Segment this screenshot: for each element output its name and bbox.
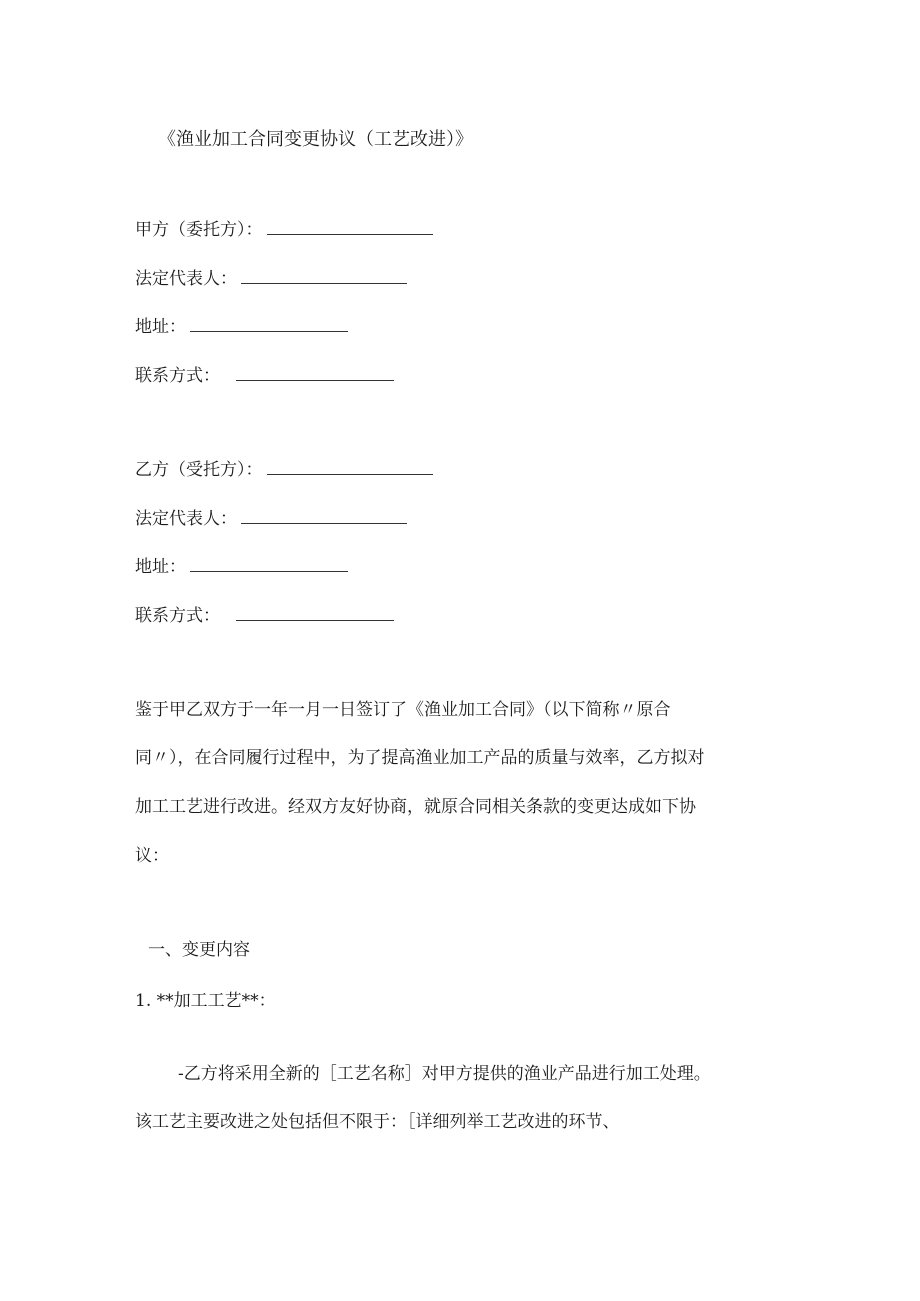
- party-b-rep-blank: [241, 509, 407, 524]
- party-b-contact-row: [135, 604, 394, 628]
- party-b-rep-row: [135, 507, 407, 531]
- party-a-contact-row: [135, 364, 394, 388]
- party-b-address-row: [135, 555, 348, 579]
- preamble-line-4: 议：: [135, 846, 169, 866]
- party-b-address-label: 地址：: [135, 557, 186, 577]
- party-b-name-blank: [267, 460, 433, 475]
- item-1-body-line-1: -乙方将采用全新的［工艺名称］对甲方提供的渔业产品进行加工处理。: [178, 1064, 711, 1084]
- party-a-name-label: 甲方（委托方）：: [135, 220, 263, 240]
- preamble-line-3: 加工工艺进行改进。经双方友好协商，就原合同相关条款的变更达成如下协: [135, 797, 696, 817]
- party-a-contact-label: 联系方式：: [135, 366, 220, 386]
- party-a-rep-row: [135, 267, 407, 291]
- party-a-name-row: [135, 218, 433, 242]
- party-a-rep-label: 法定代表人：: [135, 269, 237, 289]
- party-a-rep-blank: [241, 269, 407, 284]
- preamble-line-1: 鉴于甲乙双方于一年一月一日签订了《渔业加工合同》（以下简称〃原合: [135, 700, 671, 720]
- party-a-address-blank: [190, 317, 348, 332]
- party-b-address-blank: [190, 557, 348, 572]
- party-b-name-row: [135, 458, 433, 482]
- item-1-heading: 1. **加工工艺**：: [135, 991, 276, 1011]
- preamble-line-2: 同〃），在合同履行过程中，为了提高渔业加工产品的质量与效率，乙方拟对: [135, 748, 705, 768]
- party-a-address-row: [135, 315, 348, 339]
- party-b-rep-label: 法定代表人：: [135, 509, 237, 529]
- document-title: 《渔业加工合同变更协议（工艺改进）》: [158, 129, 473, 150]
- party-a-name-blank: [267, 220, 433, 235]
- item-1-body-line-2: 该工艺主要改进之处包括但不限于：［详细列举工艺改进的环节、: [135, 1112, 620, 1132]
- party-b-contact-label: 联系方式：: [135, 606, 220, 626]
- party-b-contact-blank: [236, 606, 394, 621]
- party-b-name-label: 乙方（受托方）：: [135, 460, 263, 480]
- party-a-address-label: 地址：: [135, 317, 186, 337]
- party-a-contact-blank: [236, 366, 394, 381]
- section-1-heading: 一、变更内容: [148, 940, 250, 960]
